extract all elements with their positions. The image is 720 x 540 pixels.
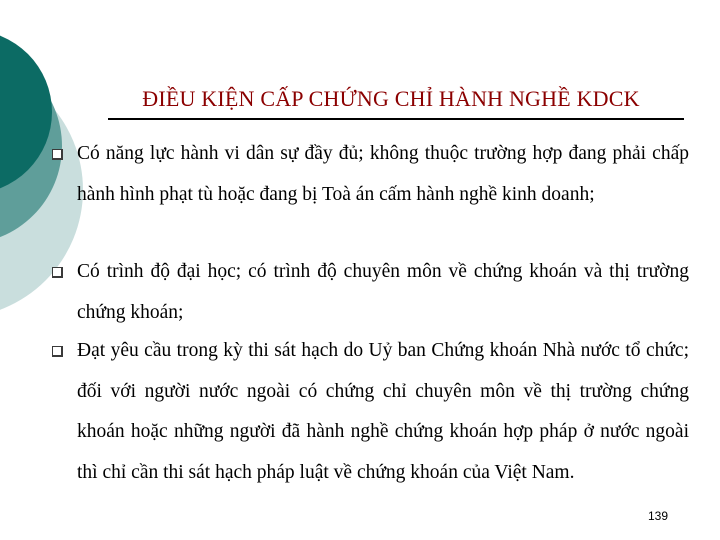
title-underline — [108, 118, 684, 120]
checkbox-bullet-icon — [52, 149, 63, 160]
slide-title: ĐIỀU KIỆN CẤP CHỨNG CHỈ HÀNH NGHỀ KDCK — [142, 86, 640, 111]
bullet-item-1: Có năng lực hành vi dân sự đầy đủ; không thuộc trường hợp đang phải chấp hành hình phạt tù hoặc đang bị Toà án cấm hành nghề kinh doanh; — [77, 143, 689, 205]
bullet-item-3: Đạt yêu cầu trong kỳ thi sát hạch do Uỷ ban Chứng khoán Nhà nước tổ chức; đối với người nước ngoài có chứng chỉ chuyên môn về thị trường chứng khoán hoặc những người đã hành nghề chứng khoán hợp pháp ở nước ngoài thì chỉ cần thi sát hạch pháp luật về chứng khoán của Việt Nam. — [77, 340, 689, 483]
checkbox-bullet-icon — [52, 346, 63, 357]
page-number: 139 — [648, 509, 669, 523]
checkbox-bullet-icon — [52, 267, 63, 278]
bullet-item-2: Có trình độ đại học; có trình độ chuyên môn về chứng khoán và thị trường chứng khoán; — [77, 261, 689, 323]
